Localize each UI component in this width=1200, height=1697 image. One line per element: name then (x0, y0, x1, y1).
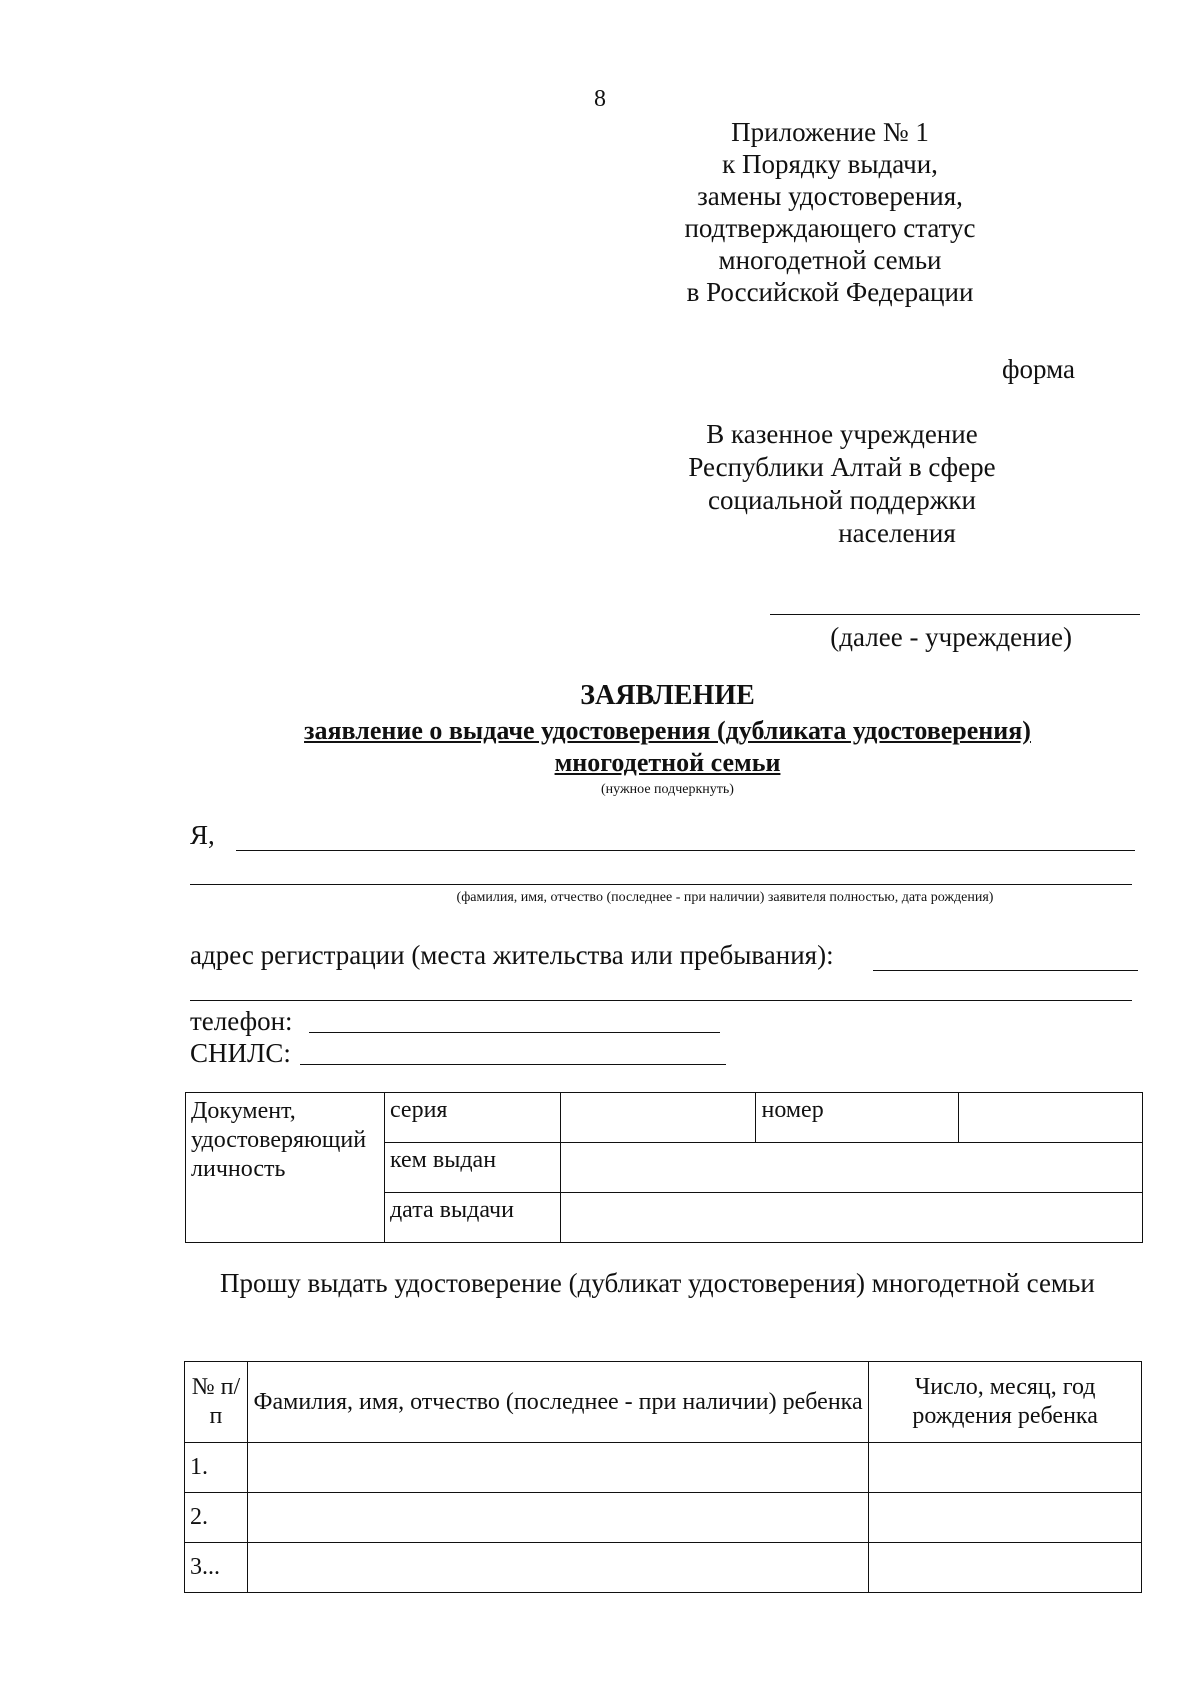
issue-date-input[interactable] (560, 1193, 1142, 1243)
request-text (190, 1266, 1145, 1300)
snils-label: СНИЛС: (190, 1038, 291, 1068)
row-number: 1. (185, 1443, 248, 1493)
underline-hint: (нужное подчеркнуть) (601, 782, 734, 797)
address-field-continued[interactable] (190, 1000, 1132, 1001)
number-label: номер (756, 1093, 959, 1143)
addressee-line: Республики Алтай в сфере (688, 452, 996, 482)
series-label: серия (384, 1093, 560, 1143)
applicant-prefix: Я, (190, 820, 215, 850)
applicant-hint: (фамилия, имя, отчество (последнее - при наличии) заявителя полностью, дата рождения) (456, 890, 994, 905)
child-name-input[interactable] (247, 1443, 868, 1493)
table-row (185, 1443, 1142, 1493)
document-subtitle: заявление о выдаче удостоверения (дубликата удостоверения) (304, 716, 1031, 745)
phone-field[interactable] (309, 1032, 720, 1033)
child-name-input[interactable] (247, 1493, 868, 1543)
id-document-table (185, 1092, 1143, 1243)
header-birth-date: Число, месяц, год рождения ребенка (869, 1362, 1142, 1443)
address-field[interactable] (873, 970, 1138, 971)
child-birth-date-input[interactable] (869, 1493, 1142, 1543)
issued-by-label: кем выдан (384, 1143, 560, 1193)
phone-label: телефон: (190, 1006, 293, 1036)
annex-header (600, 116, 1060, 308)
request-text-content: Прошу выдать удостоверение (дубликат удостоверения) многодетной семьи (220, 1268, 1095, 1298)
applicant-name-field[interactable] (236, 850, 1135, 851)
series-input[interactable] (560, 1093, 756, 1143)
children-table (184, 1361, 1142, 1593)
annex-line: подтверждающего статус (684, 213, 976, 243)
header-number: № п/п (185, 1362, 248, 1443)
row-number: 3... (185, 1543, 248, 1593)
addressee-line: населения (838, 518, 956, 548)
annex-line: Приложение № 1 (731, 117, 929, 147)
table-row (185, 1493, 1142, 1543)
header-child-name: Фамилия, имя, отчество (последнее - при наличии) ребенка (247, 1362, 868, 1443)
page-number: 8 (594, 86, 606, 112)
applicant-name-field-continued[interactable] (190, 884, 1132, 885)
address-label: адрес регистрации (места жительства или пребывания): (190, 940, 834, 970)
child-birth-date-input[interactable] (869, 1443, 1142, 1493)
annex-line: к Порядку выдачи, (722, 149, 938, 179)
addressee-line: социальной поддержки (708, 485, 976, 515)
form-label: форма (1002, 354, 1075, 384)
annex-line: в Российской Федерации (686, 277, 974, 307)
addressee-note: (далее - учреждение) (830, 622, 1072, 652)
document-subtitle-continued: многодетной семьи (554, 748, 781, 777)
child-name-input[interactable] (247, 1543, 868, 1593)
number-input[interactable] (959, 1093, 1143, 1143)
issued-by-input[interactable] (560, 1143, 1142, 1193)
table-row (185, 1543, 1142, 1593)
child-birth-date-input[interactable] (869, 1543, 1142, 1593)
addressee-block (612, 418, 1072, 550)
id-document-label: Документ, удостоверяющий личность (186, 1093, 385, 1243)
issue-date-label: дата выдачи (384, 1193, 560, 1243)
addressee-line: В казенное учреждение (706, 419, 978, 449)
addressee-blank-line[interactable] (770, 614, 1140, 615)
annex-line: замены удостоверения, (697, 181, 963, 211)
document-title: ЗАЯВЛЕНИЕ (580, 680, 755, 711)
row-number: 2. (185, 1493, 248, 1543)
snils-field[interactable] (300, 1064, 726, 1065)
annex-line: многодетной семьи (718, 245, 942, 275)
